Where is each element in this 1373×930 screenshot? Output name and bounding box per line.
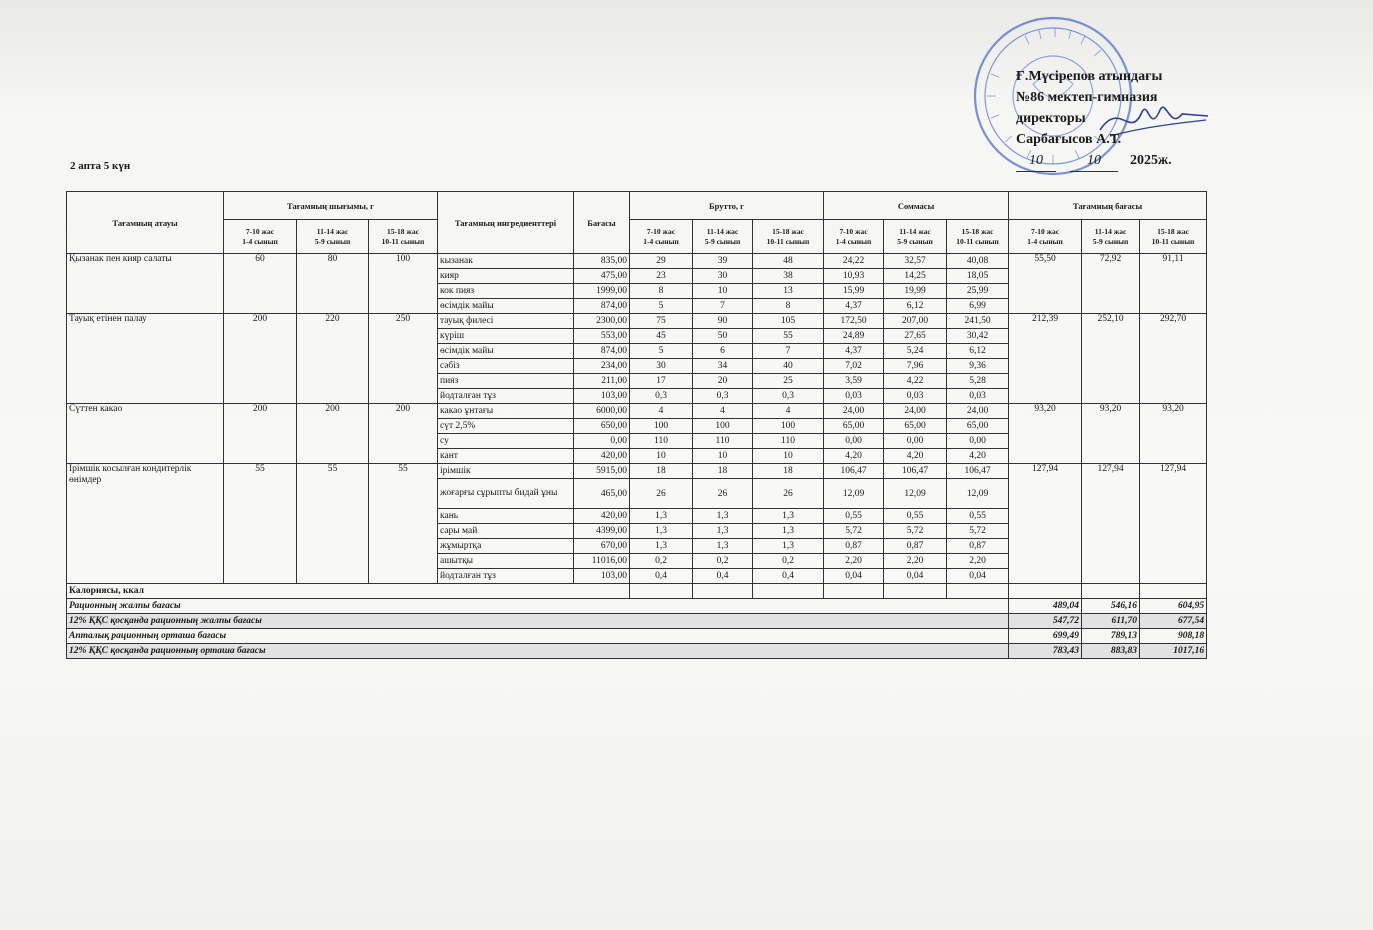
- ingredient-name: ашытқы: [438, 554, 574, 569]
- summary-label: Рационның жалпы бағасы: [67, 599, 1009, 614]
- ingredient-sum-2: 12,09: [884, 479, 947, 509]
- ingredient-brutto-3: 48: [753, 254, 824, 269]
- ingredient-name: жоғарғы сұрыпты бидай ұны: [438, 479, 574, 509]
- dish-cost-3: 127,94: [1140, 464, 1207, 584]
- dish-yield-2: 55: [297, 464, 369, 584]
- ingredient-sum-3: 0,03: [947, 389, 1009, 404]
- header-grade-label: 5-9 сынып: [1092, 236, 1129, 246]
- dish-cost-2: 72,92: [1082, 254, 1140, 314]
- dish-cost-2: 93,20: [1082, 404, 1140, 464]
- ingredient-brutto-1: 17: [630, 374, 693, 389]
- ingredient-price: 4399,00: [574, 524, 630, 539]
- summary-value-1: 699,49: [1009, 629, 1082, 644]
- ingredient-name: сүт 2,5%: [438, 419, 574, 434]
- calories-value: [1082, 584, 1140, 599]
- header-grade-label: 1-4 сынып: [242, 236, 278, 246]
- dish-cost-2: 252,10: [1082, 314, 1140, 404]
- ingredient-brutto-1: 1,3: [630, 539, 693, 554]
- approval-date: [1016, 150, 1216, 172]
- ingredient-sum-3: 0,04: [947, 569, 1009, 584]
- ingredient-name: какао ұнтағы: [438, 404, 574, 419]
- ingredient-sum-3: 9,36: [947, 359, 1009, 374]
- ingredient-sum-2: 0,87: [884, 539, 947, 554]
- ingredient-price: 553,00: [574, 329, 630, 344]
- header-grade-label: 5-9 сынып: [314, 236, 351, 246]
- dish-yield-2: 220: [297, 314, 369, 404]
- dish-yield-1: 60: [224, 254, 297, 314]
- ingredient-brutto-2: 4: [693, 404, 753, 419]
- ingredient-sum-2: 14,25: [884, 269, 947, 284]
- header-age-label: 15-18 жас: [772, 226, 804, 236]
- calories-value: [1009, 584, 1082, 599]
- ingredient-sum-1: 4,20: [824, 449, 884, 464]
- header-age-group-1: [224, 220, 297, 254]
- ingredient-brutto-1: 10: [630, 449, 693, 464]
- ingredient-sum-2: 106,47: [884, 464, 947, 479]
- ingredient-price: 103,00: [574, 569, 630, 584]
- ingredient-sum-2: 5,72: [884, 524, 947, 539]
- ingredient-sum-2: 2,20: [884, 554, 947, 569]
- menu-cost-table: [66, 191, 1207, 659]
- ingredient-price: 1999,00: [574, 284, 630, 299]
- ingredient-brutto-2: 7: [693, 299, 753, 314]
- header-age-group-2: [297, 220, 369, 254]
- ingredient-name: кань: [438, 509, 574, 524]
- dish-yield-1: 55: [224, 464, 297, 584]
- ingredient-name: йодталған тұз: [438, 569, 574, 584]
- summary-value-2: 546,16: [1082, 599, 1140, 614]
- calories-value: [693, 584, 753, 599]
- ingredient-brutto-2: 0,3: [693, 389, 753, 404]
- summary-label: Апталық рационның орташа бағасы: [67, 629, 1009, 644]
- ingredient-row: [67, 254, 1207, 269]
- summary-row: [67, 614, 1207, 629]
- ingredient-sum-1: 15,99: [824, 284, 884, 299]
- ingredient-sum-2: 0,03: [884, 389, 947, 404]
- ingredient-sum-3: 5,28: [947, 374, 1009, 389]
- ingredient-price: 835,00: [574, 254, 630, 269]
- ingredient-sum-3: 6,12: [947, 344, 1009, 359]
- dish-cost-2: 127,94: [1082, 464, 1140, 584]
- header-grade-label: 1-4 сынып: [835, 236, 872, 246]
- ingredient-name: кызанак: [438, 254, 574, 269]
- ingredient-price: 420,00: [574, 509, 630, 524]
- ingredient-sum-1: 4,37: [824, 299, 884, 314]
- ingredient-row: [67, 464, 1207, 479]
- ingredient-brutto-1: 8: [630, 284, 693, 299]
- ingredient-brutto-3: 0,2: [753, 554, 824, 569]
- dish-yield-1: 200: [224, 314, 297, 404]
- summary-value-2: 883,83: [1082, 644, 1140, 659]
- summary-value-1: 547,72: [1009, 614, 1082, 629]
- dish-name: Сүттен какао: [67, 404, 224, 464]
- dish-cost-1: 127,94: [1009, 464, 1082, 584]
- ingredient-brutto-3: 100: [753, 419, 824, 434]
- calories-row: [67, 584, 1207, 599]
- dish-yield-3: 200: [369, 404, 438, 464]
- header-age-group-2: [884, 220, 947, 254]
- dish-yield-2: 80: [297, 254, 369, 314]
- approval-date-month: 10: [1070, 150, 1118, 172]
- header-age-label: 11-14 жас: [899, 226, 931, 236]
- header-age-group-3: [753, 220, 824, 254]
- ingredient-name: күріш: [438, 329, 574, 344]
- ingredient-price: 6000,00: [574, 404, 630, 419]
- ingredient-sum-2: 27,65: [884, 329, 947, 344]
- ingredient-sum-1: 106,47: [824, 464, 884, 479]
- ingredient-sum-2: 0,00: [884, 434, 947, 449]
- ingredient-sum-1: 2,20: [824, 554, 884, 569]
- approval-line-4: Сарбағысов А.Т.: [1016, 132, 1122, 147]
- ingredient-price: 670,00: [574, 539, 630, 554]
- dish-cost-1: 212,39: [1009, 314, 1082, 404]
- header-brutto: Брутто, г: [630, 192, 824, 220]
- ingredient-sum-3: 40,08: [947, 254, 1009, 269]
- ingredient-price: 475,00: [574, 269, 630, 284]
- ingredient-brutto-2: 10: [693, 284, 753, 299]
- header-ingredients: Тағамның ингредиенттері: [438, 192, 574, 254]
- summary-value-2: 789,13: [1082, 629, 1140, 644]
- header-grade-label: 10-11 сынып: [381, 236, 425, 246]
- ingredient-name: йодталған тұз: [438, 389, 574, 404]
- ingredient-brutto-1: 5: [630, 299, 693, 314]
- header-grade-label: 5-9 сынып: [704, 236, 741, 246]
- ingredient-price: 874,00: [574, 299, 630, 314]
- ingredient-sum-1: 24,00: [824, 404, 884, 419]
- ingredient-sum-1: 0,00: [824, 434, 884, 449]
- ingredient-name: өсімдік майы: [438, 299, 574, 314]
- ingredient-brutto-3: 13: [753, 284, 824, 299]
- dish-cost-3: 91,11: [1140, 254, 1207, 314]
- ingredient-brutto-3: 55: [753, 329, 824, 344]
- ingredient-name: сәбіз: [438, 359, 574, 374]
- summary-value-3: 1017,16: [1140, 644, 1207, 659]
- ingredient-sum-2: 32,57: [884, 254, 947, 269]
- ingredient-brutto-2: 30: [693, 269, 753, 284]
- header-dish-name: Тағамның атауы: [67, 192, 224, 254]
- ingredient-name: кияр: [438, 269, 574, 284]
- ingredient-sum-1: 4,37: [824, 344, 884, 359]
- dish-cost-3: 93,20: [1140, 404, 1207, 464]
- ingredient-brutto-2: 1,3: [693, 509, 753, 524]
- header-price: Бағасы: [574, 192, 630, 254]
- week-day-label: 2 апта 5 күн: [70, 160, 131, 172]
- ingredient-sum-2: 19,99: [884, 284, 947, 299]
- ingredient-brutto-3: 18: [753, 464, 824, 479]
- approval-line-3: директоры: [1016, 111, 1086, 126]
- dish-yield-2: 200: [297, 404, 369, 464]
- ingredient-brutto-1: 23: [630, 269, 693, 284]
- ingredient-price: 103,00: [574, 389, 630, 404]
- calories-value: [630, 584, 693, 599]
- approval-line-1: Ғ.Мүсірепов атындағы: [1016, 69, 1163, 84]
- ingredient-brutto-3: 40: [753, 359, 824, 374]
- summary-row: [67, 599, 1207, 614]
- ingredient-brutto-3: 4: [753, 404, 824, 419]
- header-age-group-1: [1009, 220, 1082, 254]
- ingredient-brutto-2: 90: [693, 314, 753, 329]
- ingredient-price: 465,00: [574, 479, 630, 509]
- age-group-header-row: [67, 220, 1207, 254]
- ingredient-sum-1: 12,09: [824, 479, 884, 509]
- ingredient-sum-3: 0,55: [947, 509, 1009, 524]
- ingredient-price: 234,00: [574, 359, 630, 374]
- header-age-label: 11-14 жас: [706, 226, 739, 236]
- ingredient-brutto-3: 105: [753, 314, 824, 329]
- ingredient-sum-3: 6,99: [947, 299, 1009, 314]
- ingredient-brutto-2: 26: [693, 479, 753, 509]
- ingredient-brutto-3: 10: [753, 449, 824, 464]
- ingredient-sum-1: 0,55: [824, 509, 884, 524]
- header-grade-label: 1-4 сынып: [1027, 236, 1063, 246]
- ingredient-name: сары май: [438, 524, 574, 539]
- approval-date-day: 10: [1016, 150, 1056, 172]
- ingredient-price: 650,00: [574, 419, 630, 434]
- header-age-label: 7-10 жас: [646, 226, 676, 236]
- ingredient-name: жұмыртқа: [438, 539, 574, 554]
- ingredient-sum-1: 7,02: [824, 359, 884, 374]
- ingredient-sum-3: 18,05: [947, 269, 1009, 284]
- ingredient-sum-3: 106,47: [947, 464, 1009, 479]
- header-sum: Соммасы: [824, 192, 1009, 220]
- ingredient-brutto-1: 75: [630, 314, 693, 329]
- ingredient-brutto-3: 1,3: [753, 509, 824, 524]
- ingredient-name: өсімдік майы: [438, 344, 574, 359]
- ingredient-brutto-2: 0,2: [693, 554, 753, 569]
- dish-cost-1: 55,50: [1009, 254, 1082, 314]
- ingredient-price: 5915,00: [574, 464, 630, 479]
- header-age-group-2: [1082, 220, 1140, 254]
- header-age-label: 15-18 жас: [387, 226, 419, 236]
- ingredient-sum-2: 6,12: [884, 299, 947, 314]
- ingredient-brutto-1: 1,3: [630, 509, 693, 524]
- ingredient-brutto-3: 26: [753, 479, 824, 509]
- header-grade-label: 10-11 сынып: [1151, 236, 1195, 246]
- header-grade-label: 5-9 сынып: [897, 236, 933, 246]
- ingredient-sum-2: 7,96: [884, 359, 947, 374]
- ingredient-sum-1: 10,93: [824, 269, 884, 284]
- ingredient-brutto-1: 0,4: [630, 569, 693, 584]
- ingredient-sum-1: 172,50: [824, 314, 884, 329]
- summary-value-1: 783,43: [1009, 644, 1082, 659]
- dish-yield-3: 55: [369, 464, 438, 584]
- ingredient-brutto-2: 1,3: [693, 539, 753, 554]
- ingredient-brutto-3: 110: [753, 434, 824, 449]
- ingredient-brutto-1: 0,3: [630, 389, 693, 404]
- ingredient-sum-3: 65,00: [947, 419, 1009, 434]
- ingredient-name: су: [438, 434, 574, 449]
- ingredient-brutto-3: 0,4: [753, 569, 824, 584]
- header-grade-label: 1-4 сынып: [643, 236, 679, 246]
- calories-value: [1140, 584, 1207, 599]
- ingredient-brutto-2: 110: [693, 434, 753, 449]
- ingredient-sum-1: 5,72: [824, 524, 884, 539]
- ingredient-sum-3: 12,09: [947, 479, 1009, 509]
- ingredient-name: тауық филесі: [438, 314, 574, 329]
- ingredient-sum-3: 30,42: [947, 329, 1009, 344]
- header-yield: Тағамның шығымы, г: [224, 192, 438, 220]
- ingredient-brutto-1: 45: [630, 329, 693, 344]
- ingredient-brutto-2: 18: [693, 464, 753, 479]
- ingredient-sum-1: 0,04: [824, 569, 884, 584]
- ingredient-brutto-2: 10: [693, 449, 753, 464]
- ingredient-price: 874,00: [574, 344, 630, 359]
- ingredient-sum-2: 207,00: [884, 314, 947, 329]
- approval-date-year: 2025ж.: [1130, 153, 1172, 168]
- ingredient-brutto-1: 30: [630, 359, 693, 374]
- ingredient-sum-2: 65,00: [884, 419, 947, 434]
- ingredient-sum-1: 0,03: [824, 389, 884, 404]
- menu-table-body: [67, 254, 1207, 659]
- calories-value: [884, 584, 947, 599]
- ingredient-name: кок пияз: [438, 284, 574, 299]
- summary-value-1: 489,04: [1009, 599, 1082, 614]
- dish-name: Ірімшік косылған кондитерлік өнімдер: [67, 464, 224, 584]
- calories-value: [753, 584, 824, 599]
- ingredient-brutto-1: 100: [630, 419, 693, 434]
- ingredient-sum-3: 4,20: [947, 449, 1009, 464]
- summary-value-3: 908,18: [1140, 629, 1207, 644]
- ingredient-sum-2: 4,20: [884, 449, 947, 464]
- ingredient-sum-3: 241,50: [947, 314, 1009, 329]
- dish-yield-1: 200: [224, 404, 297, 464]
- header-age-group-3: [947, 220, 1009, 254]
- header-age-group-3: [369, 220, 438, 254]
- ingredient-sum-3: 0,00: [947, 434, 1009, 449]
- ingredient-brutto-1: 29: [630, 254, 693, 269]
- header-grade-label: 10-11 сынып: [956, 236, 999, 246]
- ingredient-sum-3: 5,72: [947, 524, 1009, 539]
- ingredient-brutto-1: 26: [630, 479, 693, 509]
- dish-name: Қызанак пен кияр салаты: [67, 254, 224, 314]
- ingredient-sum-2: 0,55: [884, 509, 947, 524]
- approval-block: [1016, 66, 1216, 172]
- header-age-group-1: [630, 220, 693, 254]
- ingredient-brutto-2: 1,3: [693, 524, 753, 539]
- calories-label: Калориясы, ккал: [67, 584, 630, 599]
- ingredient-sum-1: 24,89: [824, 329, 884, 344]
- ingredient-sum-1: 0,87: [824, 539, 884, 554]
- ingredient-brutto-1: 0,2: [630, 554, 693, 569]
- summary-row: [67, 629, 1207, 644]
- ingredient-sum-1: 24,22: [824, 254, 884, 269]
- header-grade-label: 10-11 сынып: [766, 236, 810, 246]
- ingredient-brutto-1: 18: [630, 464, 693, 479]
- ingredient-brutto-2: 50: [693, 329, 753, 344]
- ingredient-sum-1: 65,00: [824, 419, 884, 434]
- header-age-label: 7-10 жас: [839, 226, 868, 236]
- header-age-label: 15-18 жас: [1157, 226, 1189, 236]
- dish-yield-3: 100: [369, 254, 438, 314]
- ingredient-sum-3: 2,20: [947, 554, 1009, 569]
- ingredient-brutto-1: 4: [630, 404, 693, 419]
- ingredient-brutto-2: 0,4: [693, 569, 753, 584]
- header-age-label: 7-10 жас: [1030, 226, 1060, 236]
- ingredient-sum-3: 24,00: [947, 404, 1009, 419]
- ingredient-brutto-1: 1,3: [630, 524, 693, 539]
- ingredient-price: 11016,00: [574, 554, 630, 569]
- summary-row: [67, 644, 1207, 659]
- ingredient-brutto-2: 100: [693, 419, 753, 434]
- header-age-group-1: [824, 220, 884, 254]
- header-age-group-2: [693, 220, 753, 254]
- ingredient-brutto-3: 38: [753, 269, 824, 284]
- ingredient-brutto-3: 0,3: [753, 389, 824, 404]
- ingredient-sum-3: 25,99: [947, 284, 1009, 299]
- ingredient-brutto-3: 1,3: [753, 539, 824, 554]
- ingredient-price: 2300,00: [574, 314, 630, 329]
- ingredient-brutto-2: 6: [693, 344, 753, 359]
- dish-cost-3: 292,70: [1140, 314, 1207, 404]
- ingredient-sum-2: 5,24: [884, 344, 947, 359]
- ingredient-name: кант: [438, 449, 574, 464]
- ingredient-brutto-3: 7: [753, 344, 824, 359]
- ingredient-sum-2: 0,04: [884, 569, 947, 584]
- ingredient-price: 420,00: [574, 449, 630, 464]
- header-age-label: 15-18 жас: [961, 226, 994, 236]
- header-age-label: 7-10 жас: [245, 226, 275, 236]
- header-age-label: 11-14 жас: [1094, 226, 1127, 236]
- ingredient-sum-2: 4,22: [884, 374, 947, 389]
- ingredient-brutto-3: 1,3: [753, 524, 824, 539]
- summary-label: 12% ҚҚС қосқанда рационның орташа бағасы: [67, 644, 1009, 659]
- dish-cost-1: 93,20: [1009, 404, 1082, 464]
- calories-value: [947, 584, 1009, 599]
- header-age-group-3: [1140, 220, 1207, 254]
- approval-line-2: №86 мектеп-гимназия: [1016, 90, 1158, 105]
- ingredient-sum-3: 0,87: [947, 539, 1009, 554]
- ingredient-brutto-2: 34: [693, 359, 753, 374]
- ingredient-sum-1: 3,59: [824, 374, 884, 389]
- ingredient-price: 0,00: [574, 434, 630, 449]
- ingredient-name: ірімшік: [438, 464, 574, 479]
- ingredient-row: [67, 404, 1207, 419]
- ingredient-name: пияз: [438, 374, 574, 389]
- ingredient-row: [67, 314, 1207, 329]
- dish-name: Тауық етінен палау: [67, 314, 224, 404]
- ingredient-brutto-2: 39: [693, 254, 753, 269]
- calories-value: [824, 584, 884, 599]
- ingredient-brutto-3: 8: [753, 299, 824, 314]
- summary-value-3: 604,95: [1140, 599, 1207, 614]
- ingredient-sum-2: 24,00: [884, 404, 947, 419]
- summary-value-3: 677,54: [1140, 614, 1207, 629]
- ingredient-price: 211,00: [574, 374, 630, 389]
- dish-yield-3: 250: [369, 314, 438, 404]
- ingredient-brutto-1: 110: [630, 434, 693, 449]
- header-dish-cost: Тағамның бағасы: [1009, 192, 1207, 220]
- ingredient-brutto-3: 25: [753, 374, 824, 389]
- ingredient-brutto-2: 20: [693, 374, 753, 389]
- header-age-label: 11-14 жас: [316, 226, 349, 236]
- summary-label: 12% ҚҚС қосқанда рационның жалпы бағасы: [67, 614, 1009, 629]
- ingredient-brutto-1: 5: [630, 344, 693, 359]
- summary-value-2: 611,70: [1082, 614, 1140, 629]
